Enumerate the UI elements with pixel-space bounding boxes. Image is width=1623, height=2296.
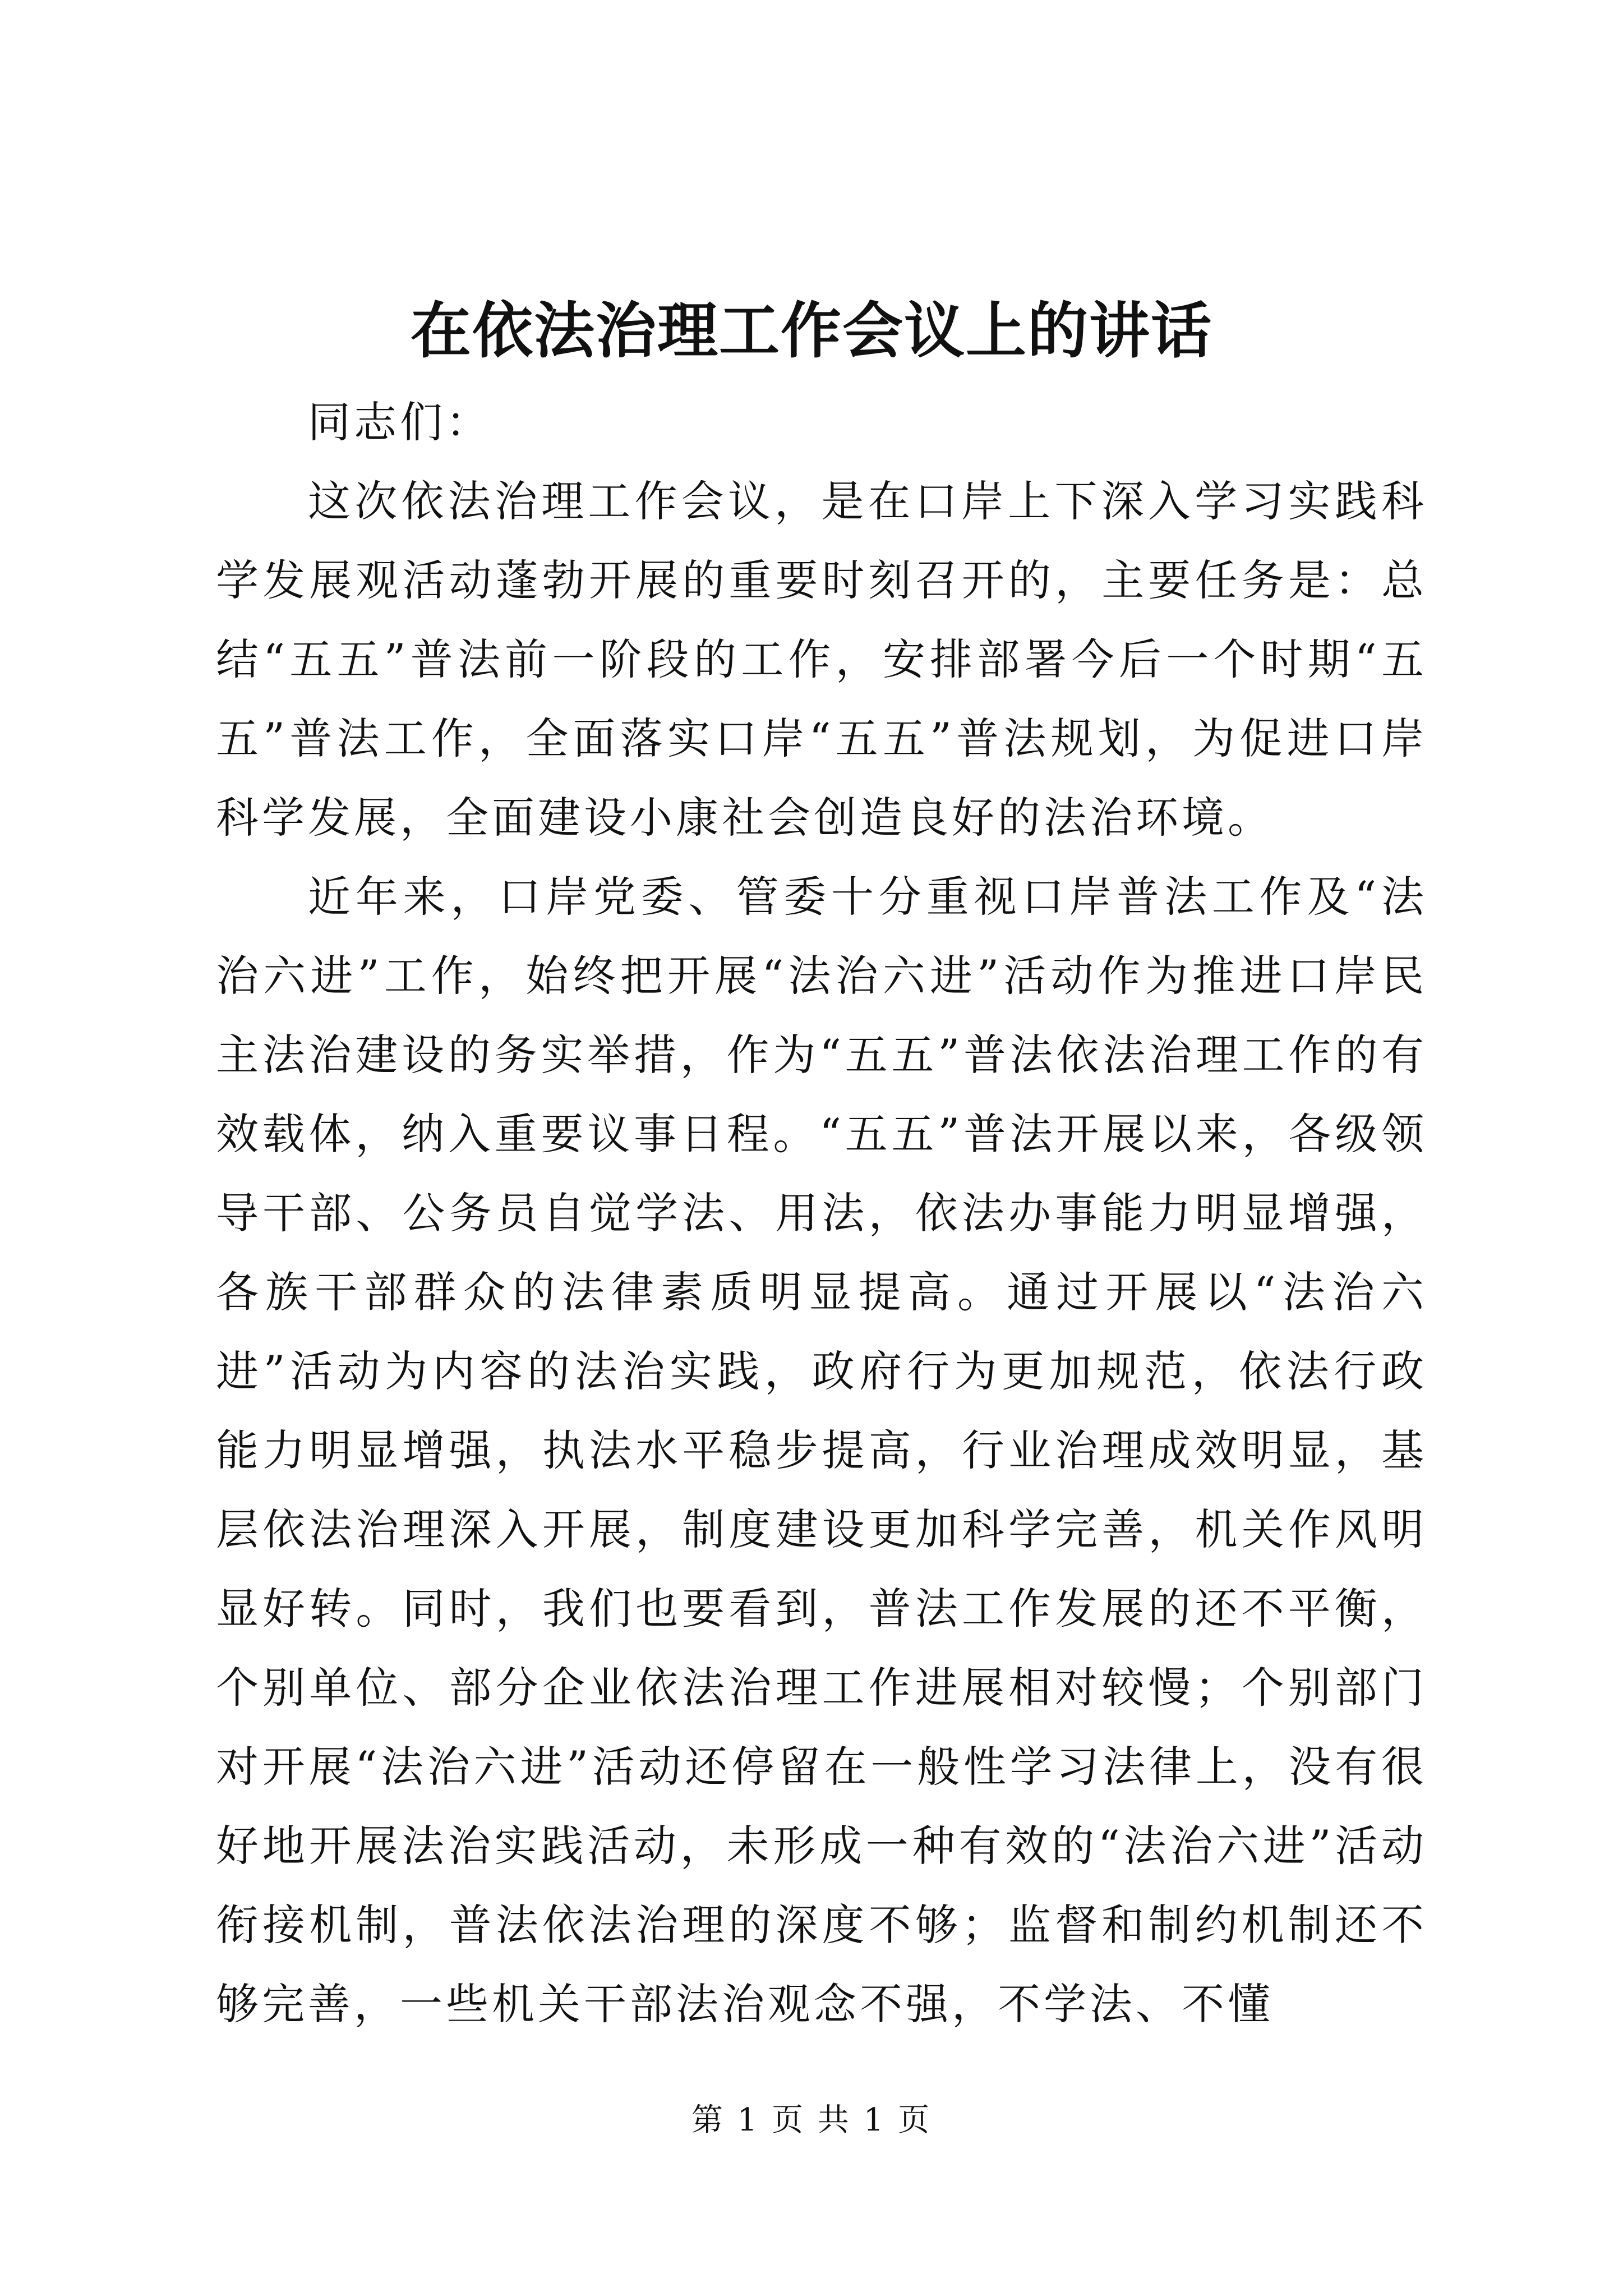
page-footer: 第 1 页 共 1 页	[691, 2102, 932, 2138]
body-paragraph: 近年来，口岸党委、管委十分重视口岸普法工作及“法治六进”工作，始终把开展“法治六进”活动作为推进口岸民主法治建设的务实举措，作为“五五”普法依法治理工作的有效载体，纳入重要议事日程。“五五”普法开展以来，各级领导干部、公务员自觉学法、用法，依法办事能力明显增强，各族干部群众的法律素质明显提高。通过开展以“法治六进”活动为内容的法治实践，政府行为更加规范，依法行政能力明显增强，执法水平稳步提高，行业治理成效明显，基层依法治理深入开展，制度建设更加科学完善，机关作风明显好转。同时，我们也要看到，普法工作发展的还不平衡，个别单位、部分企业依法治理工作进展相对较慢；个别部门对开展“法治六进”活动还停留在一般性学习法律上，没有很好地开展法治实践活动，未形成一种有效的“法治六进”活动衔接机制，普法依法治理的深度不够；监督和制约机制还不够完善，一些机关干部法治观念不强，不学法、不懂	[216, 872, 1427, 2029]
document-title: 在依法治理工作会议上的讲话	[410, 296, 1212, 366]
salutation-paragraph: 同志们：	[308, 397, 492, 447]
document-body	[216, 383, 1427, 2044]
body-paragraph: 这次依法治理工作会议，是在口岸上下深入学习实践科学发展观活动蓬勃开展的重要时刻召开的，主要任务是：总结“五五”普法前一阶段的工作，安排部署今后一个时期“五五”普法工作，全面落实口岸“五五”普法规划，为促进口岸科学发展，全面建设小康社会创造良好的法治环境。	[216, 476, 1427, 843]
